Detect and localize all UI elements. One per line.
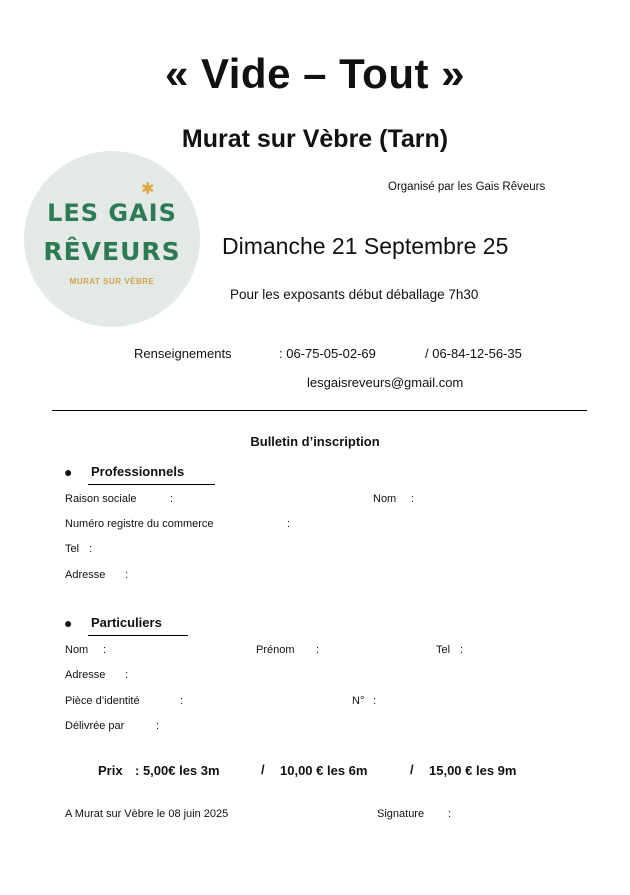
form-title: Bulletin d’inscription xyxy=(250,434,380,449)
price-label: Prix xyxy=(98,763,123,778)
colon: : xyxy=(156,720,160,732)
colon: : xyxy=(125,569,129,581)
colon: : xyxy=(125,669,129,681)
logo-line-3: MURAT SUR VÈBRE xyxy=(69,277,155,286)
price-6m: 10,00 € les 6m xyxy=(280,763,368,778)
logo xyxy=(24,151,200,327)
label-adresse-pro: Adresse xyxy=(65,569,106,581)
label-registre: Numéro registre du commerce xyxy=(65,518,214,530)
label-nom-part: Nom xyxy=(65,644,89,656)
colon: : xyxy=(460,644,464,656)
organizer-text: Organisé par les Gais Rêveurs xyxy=(388,181,546,193)
label-tel-pro: Tel xyxy=(65,543,80,555)
colon: : xyxy=(316,644,320,656)
contact-label: Renseignements xyxy=(134,346,232,361)
section-underline xyxy=(88,635,188,636)
event-date: Dimanche 21 Septembre 25 xyxy=(222,233,509,259)
label-prenom: Prénom xyxy=(256,644,295,656)
bullet-icon: ● xyxy=(64,464,73,480)
colon: : xyxy=(89,543,93,555)
label-nom-pro: Nom xyxy=(373,493,397,505)
label-raison-sociale: Raison sociale xyxy=(65,493,137,505)
logo-line-2: RÊVEURS xyxy=(43,237,181,266)
price-separator: / xyxy=(410,762,414,777)
contact-phone-2: / 06-84-12-56-35 xyxy=(425,346,522,361)
colon: : xyxy=(103,644,107,656)
contact-phone-1: : 06-75-05-02-69 xyxy=(279,346,376,361)
contact-email: lesgaisreveurs@gmail.com xyxy=(307,375,464,390)
signature-label: Signature xyxy=(377,808,425,820)
price-9m: 15,00 € les 9m xyxy=(429,763,517,778)
label-adresse-part: Adresse xyxy=(65,669,106,681)
label-tel-part: Tel xyxy=(436,644,451,656)
exhibitors-note: Pour les exposants début déballage 7h30 xyxy=(230,287,479,302)
colon: : xyxy=(411,493,415,505)
price-3m: : 5,00€ les 3m xyxy=(135,763,220,778)
price-separator: / xyxy=(261,762,265,777)
place-date: A Murat sur Vèbre le 08 juin 2025 xyxy=(65,808,229,820)
section-particuliers: Particuliers xyxy=(91,615,162,630)
label-piece-identite: Pièce d’identité xyxy=(65,695,140,707)
colon: : xyxy=(180,695,184,707)
logo-line-1: LES GAIS xyxy=(47,199,177,227)
colon: : xyxy=(170,493,174,505)
section-professionnels: Professionnels xyxy=(91,464,185,479)
colon: : xyxy=(448,808,452,820)
page-title: « Vide – Tout » xyxy=(164,50,466,97)
colon: : xyxy=(287,518,291,530)
divider xyxy=(52,410,587,411)
label-numero: N° xyxy=(352,695,365,707)
page-subtitle: Murat sur Vèbre (Tarn) xyxy=(181,125,449,153)
star-icon: ✱ xyxy=(141,181,155,198)
bullet-icon: ● xyxy=(64,615,73,631)
colon: : xyxy=(373,695,377,707)
section-underline xyxy=(88,484,215,485)
label-delivree-par: Délivrée par xyxy=(65,720,125,732)
